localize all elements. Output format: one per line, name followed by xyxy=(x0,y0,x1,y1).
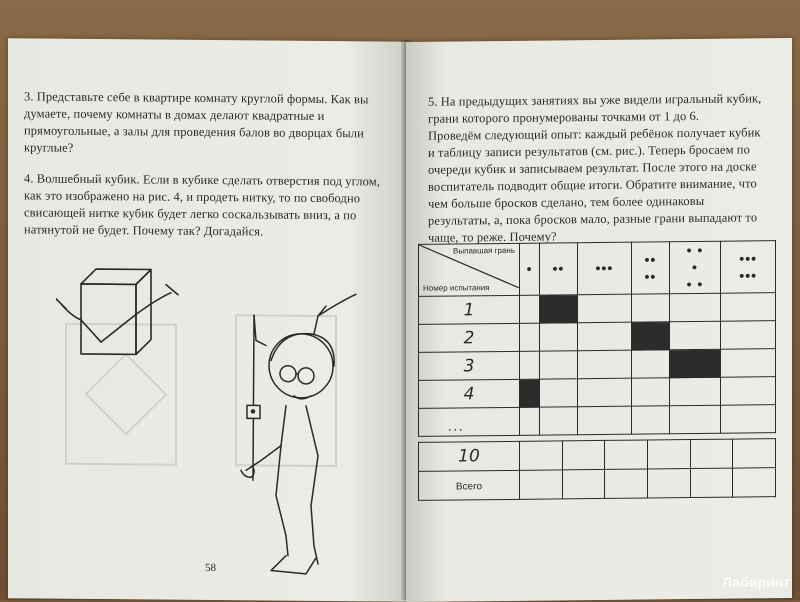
result-cell xyxy=(721,293,776,322)
row-10-cell xyxy=(520,441,563,470)
result-cell xyxy=(540,379,577,407)
row-10-cell xyxy=(690,439,733,468)
result-cell xyxy=(540,323,577,351)
row-label-cell xyxy=(419,379,520,408)
result-cell xyxy=(632,406,669,434)
result-cell xyxy=(520,351,540,379)
result-cell xyxy=(540,295,577,323)
right-page xyxy=(406,38,792,602)
trial-number: 3 xyxy=(463,355,475,376)
die-face-4-icon: •• •• xyxy=(644,250,657,285)
table-row xyxy=(419,349,776,381)
header-face-label: Выпавшая грань xyxy=(453,245,515,256)
result-cell xyxy=(669,293,721,322)
die-face-5-icon: • • • • • xyxy=(686,241,704,293)
ellipsis: ... xyxy=(448,419,465,435)
table-row xyxy=(419,405,776,437)
trial-number: 1 xyxy=(463,299,475,320)
question-4: 4. Волшебный кубик. Если в кубике сделать отверстия под углом, как это изображено на рис. 4, и продеть нитку, то по свободно свисающей нитке кубик будет легко соскальзывать вниз, а по натянутой не будет. Почему так? Догадайся. xyxy=(24,171,380,239)
row-10-label: 10 xyxy=(419,441,520,471)
result-rows xyxy=(419,293,776,437)
total-row xyxy=(419,468,776,501)
page-number: 58 xyxy=(205,561,216,575)
row-10-cell xyxy=(647,440,690,469)
die-face-6-icon: ••• ••• xyxy=(739,249,758,284)
left-page xyxy=(8,38,406,601)
dice-results-table xyxy=(418,240,776,437)
faded-background-drawing xyxy=(66,314,336,466)
face-1-header xyxy=(520,243,540,295)
result-cell xyxy=(721,349,776,378)
die-face-3-icon: ••• xyxy=(595,259,614,277)
question-3: 3. Представьте себе в квартире комнату круглой формы. Как вы думаете, почему комнаты в домах делают квадратные и прямоугольные, а залы для проведения балов во дворцах были круглые? xyxy=(24,89,369,155)
face-2-header xyxy=(540,243,577,295)
row-label-cell xyxy=(419,295,520,324)
girl-with-cube-illustration xyxy=(56,244,366,587)
girl-drawing xyxy=(241,293,356,574)
face-6-header xyxy=(721,241,776,294)
result-cell xyxy=(721,405,776,434)
result-cell xyxy=(540,351,577,379)
result-cell xyxy=(632,294,669,322)
total-cell xyxy=(690,468,733,497)
trial-number: 4 xyxy=(463,383,475,404)
table-header-row xyxy=(419,241,776,297)
result-cell xyxy=(669,377,721,406)
dice-results-summary-table xyxy=(418,438,776,501)
labirint-watermark: Лабиринт xyxy=(722,574,790,590)
table-row xyxy=(419,321,776,353)
result-cell xyxy=(632,350,669,378)
result-cell xyxy=(577,322,632,351)
result-cell xyxy=(632,378,669,406)
result-cell xyxy=(669,349,721,378)
header-trial-label: Номер испытания xyxy=(423,283,490,293)
result-cell xyxy=(721,377,776,406)
face-4-header xyxy=(632,242,669,294)
face-5-header xyxy=(669,241,721,294)
result-cell xyxy=(520,295,540,323)
result-cell xyxy=(520,379,540,407)
trial-number: 2 xyxy=(463,327,475,348)
row-10-cell xyxy=(733,439,776,468)
result-cell xyxy=(632,322,669,350)
total-cell xyxy=(605,469,648,498)
result-cell xyxy=(540,407,577,435)
open-book xyxy=(8,40,792,600)
result-cell xyxy=(520,407,540,435)
row-10-cell xyxy=(605,440,648,469)
result-cell xyxy=(721,321,776,350)
result-cell xyxy=(520,323,540,351)
row-label-cell xyxy=(419,323,520,352)
diagonal-header-cell xyxy=(419,243,520,296)
result-cell xyxy=(577,406,632,435)
question-5-experiment: Проведём следующий опыт: каждый ребёнок получает кубик и таблицу записи результатов (см. рис.). Теперь бросаем по очереди кубик и записываем результат. После этого на доске воспитатель подводит общие итоги. Обратите внимание, что чем больше бросков сделано, тем более одинаковы результаты, а, пока бросков мало, разные грани выпадают то чаще, то реже. Почему? xyxy=(428,125,761,245)
result-cell xyxy=(577,294,632,323)
row-label-cell xyxy=(419,407,520,436)
cube-with-thread-drawing xyxy=(56,269,178,355)
row-10 xyxy=(419,439,776,472)
total-cell xyxy=(733,468,776,497)
question-5-intro: 5. На предыдущих занятиях вы уже видели игральный кубик, грани которого пронумерованы точками от 1 до 6. xyxy=(428,91,762,126)
row-label-cell xyxy=(419,351,520,380)
row-10-cell xyxy=(562,440,605,469)
total-label: Всего xyxy=(419,470,520,500)
die-face-2-icon: •• xyxy=(552,260,565,277)
total-cell xyxy=(520,470,563,499)
table-row xyxy=(419,377,776,409)
face-3-header xyxy=(577,242,632,295)
total-cell xyxy=(562,469,605,498)
die-face-1-icon: • xyxy=(526,260,533,277)
total-cell xyxy=(647,469,690,498)
result-cell xyxy=(669,405,721,434)
result-cell xyxy=(577,350,632,379)
table-row xyxy=(419,293,776,325)
result-cell xyxy=(577,378,632,407)
result-cell xyxy=(669,321,721,350)
